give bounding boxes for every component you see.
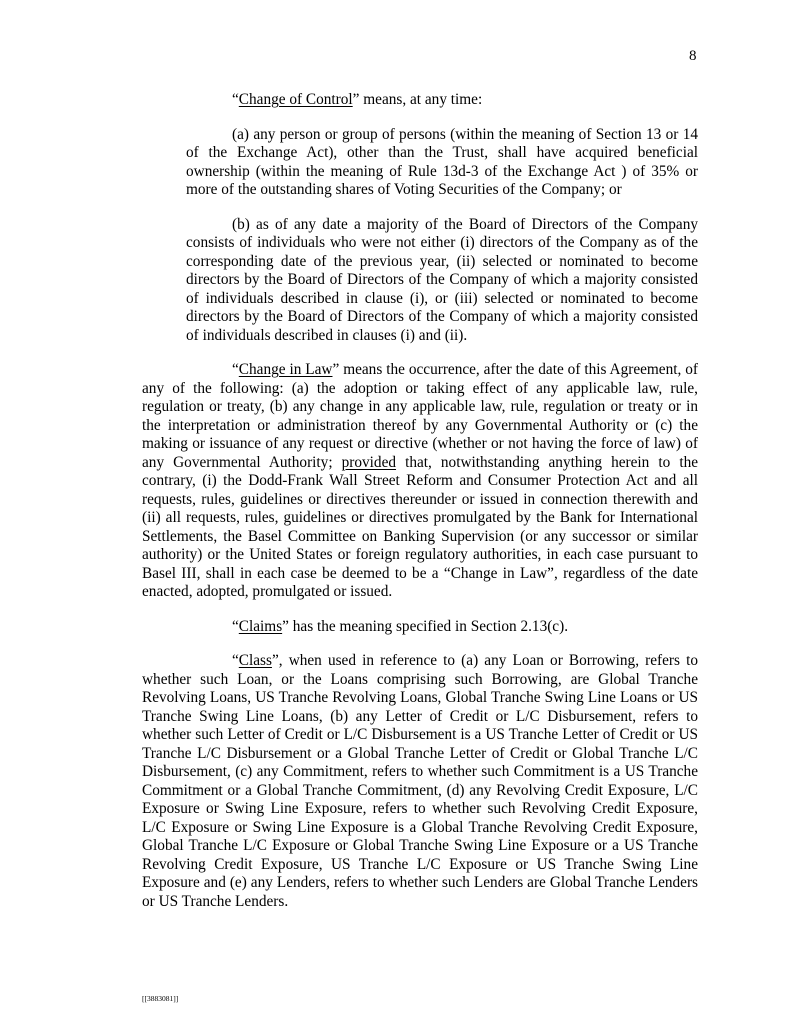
- definition-change-in-law: [142, 361, 698, 602]
- open-quote: “: [232, 617, 239, 635]
- document-body: [142, 91, 698, 927]
- definition-text: ”, when used in reference to (a) any Loan or Borrowing, refers to whether such Loan, or the Loans comprising such Borrowing, are Global Tranche Revolving Loans, US Tranche Revolving Loans, Global Tranche Swing Line Loans or US Tranche Swing Line Loans, (b) any Letter of Credit or L/C Disbursement, refers to whether such Letter of Credit or L/C Disbursement is a US Tranche Letter of Credit or US Tranche L/C Disbursement or a Global Tranche Letter of Credit or Global Tranche L/C Disbursement, (c) any Commitment, refers to whether such Commitment is a US Tranche Commitment or a Global Tranche Commitment, (d) any Revolving Credit Exposure, L/C Exposure or Swing Line Exposure, refers to whether such Revolving Credit Exposure, L/C Exposure or Swing Line Exposure is a Global Tranche Revolving Credit Exposure, Global Tranche L/C Exposure or Global Tranche Swing Line Exposure or a US Tranche Revolving Credit Exposure, US Tranche L/C Exposure or US Tranche Swing Line Exposure and (e) any Lenders, refers to whether such Lenders are Global Tranche Lenders or US Tranche Lenders.: [142, 652, 698, 910]
- clause-b: [186, 216, 698, 346]
- open-quote: “: [232, 91, 239, 108]
- provided-term: provided: [341, 453, 397, 471]
- defined-term-class: Class: [238, 652, 272, 669]
- defined-term-change-in-law: Change in Law: [238, 361, 333, 378]
- clause-b-text: (b) as of any date a majority of the Board of Directors of the Company consists of individuals who were not either (i) directors of the Company as of the corresponding date of the previous year, (ii) selected or nominated to become directors by the Board of Directors of the Company of which a majority consisted of individuals described in clause (i), or (iii) selected or nominated to become directors by the Board of Directors of the Company of which a majority consisted of individuals described in clauses (i) and (ii).: [186, 215, 698, 344]
- open-quote: “: [232, 652, 239, 669]
- open-quote: “: [232, 361, 239, 378]
- definition-text: ” means, at any time:: [352, 91, 483, 108]
- clause-a-text: (a) any person or group of persons (within the meaning of Section 13 or 14 of the Exchange Act), other than the Trust, shall have acquired beneficial ownership (within the meaning of Rule 13d-3 of the Exchange Act ) of 35% or more of the outstanding shares of Voting Securities of the Company; or: [186, 125, 698, 198]
- definition-class: [142, 652, 698, 911]
- document-footer-id: [[3883081]]: [142, 994, 179, 1003]
- definition-change-of-control: [186, 91, 698, 110]
- definition-text-continued: that, notwithstanding anything herein to the contrary, (i) the Dodd-Frank Wall Street Reform and Consumer Protection Act and all requests, rules, guidelines or directives thereunder or issued in connection therewith and (ii) all requests, rules, guidelines or directives promulgated by the Bank for International Settlements, the Basel Committee on Banking Supervision (or any successor or similar authority) or the United States or foreign regulatory authorities, in each case pursuant to Basel III, shall in each case be deemed to be a “Change in Law”, regardless of the date enacted, adopted, promulgated or issued.: [142, 453, 699, 600]
- defined-term-change-of-control: Change of Control: [238, 91, 353, 108]
- definition-text: ” has the meaning specified in Section 2.13(c).: [282, 617, 569, 635]
- defined-term-claims: Claims: [238, 617, 283, 635]
- clause-a: [186, 126, 698, 200]
- page-number: 8: [689, 48, 697, 64]
- definition-text: ” means the occurrence, after the date of this Agreement, of any of the following: (a) the adoption or taking effect of any applicable law, rule, regulation or treaty, (b) any change in any applicable law, rule, regulation or treaty or in the interpretation or administration thereof by any Governmental Authority or (c) the making or issuance of any request or directive (whether or not having the force of law) of any Governmental Authority;: [142, 361, 698, 471]
- definition-claims: [142, 618, 698, 637]
